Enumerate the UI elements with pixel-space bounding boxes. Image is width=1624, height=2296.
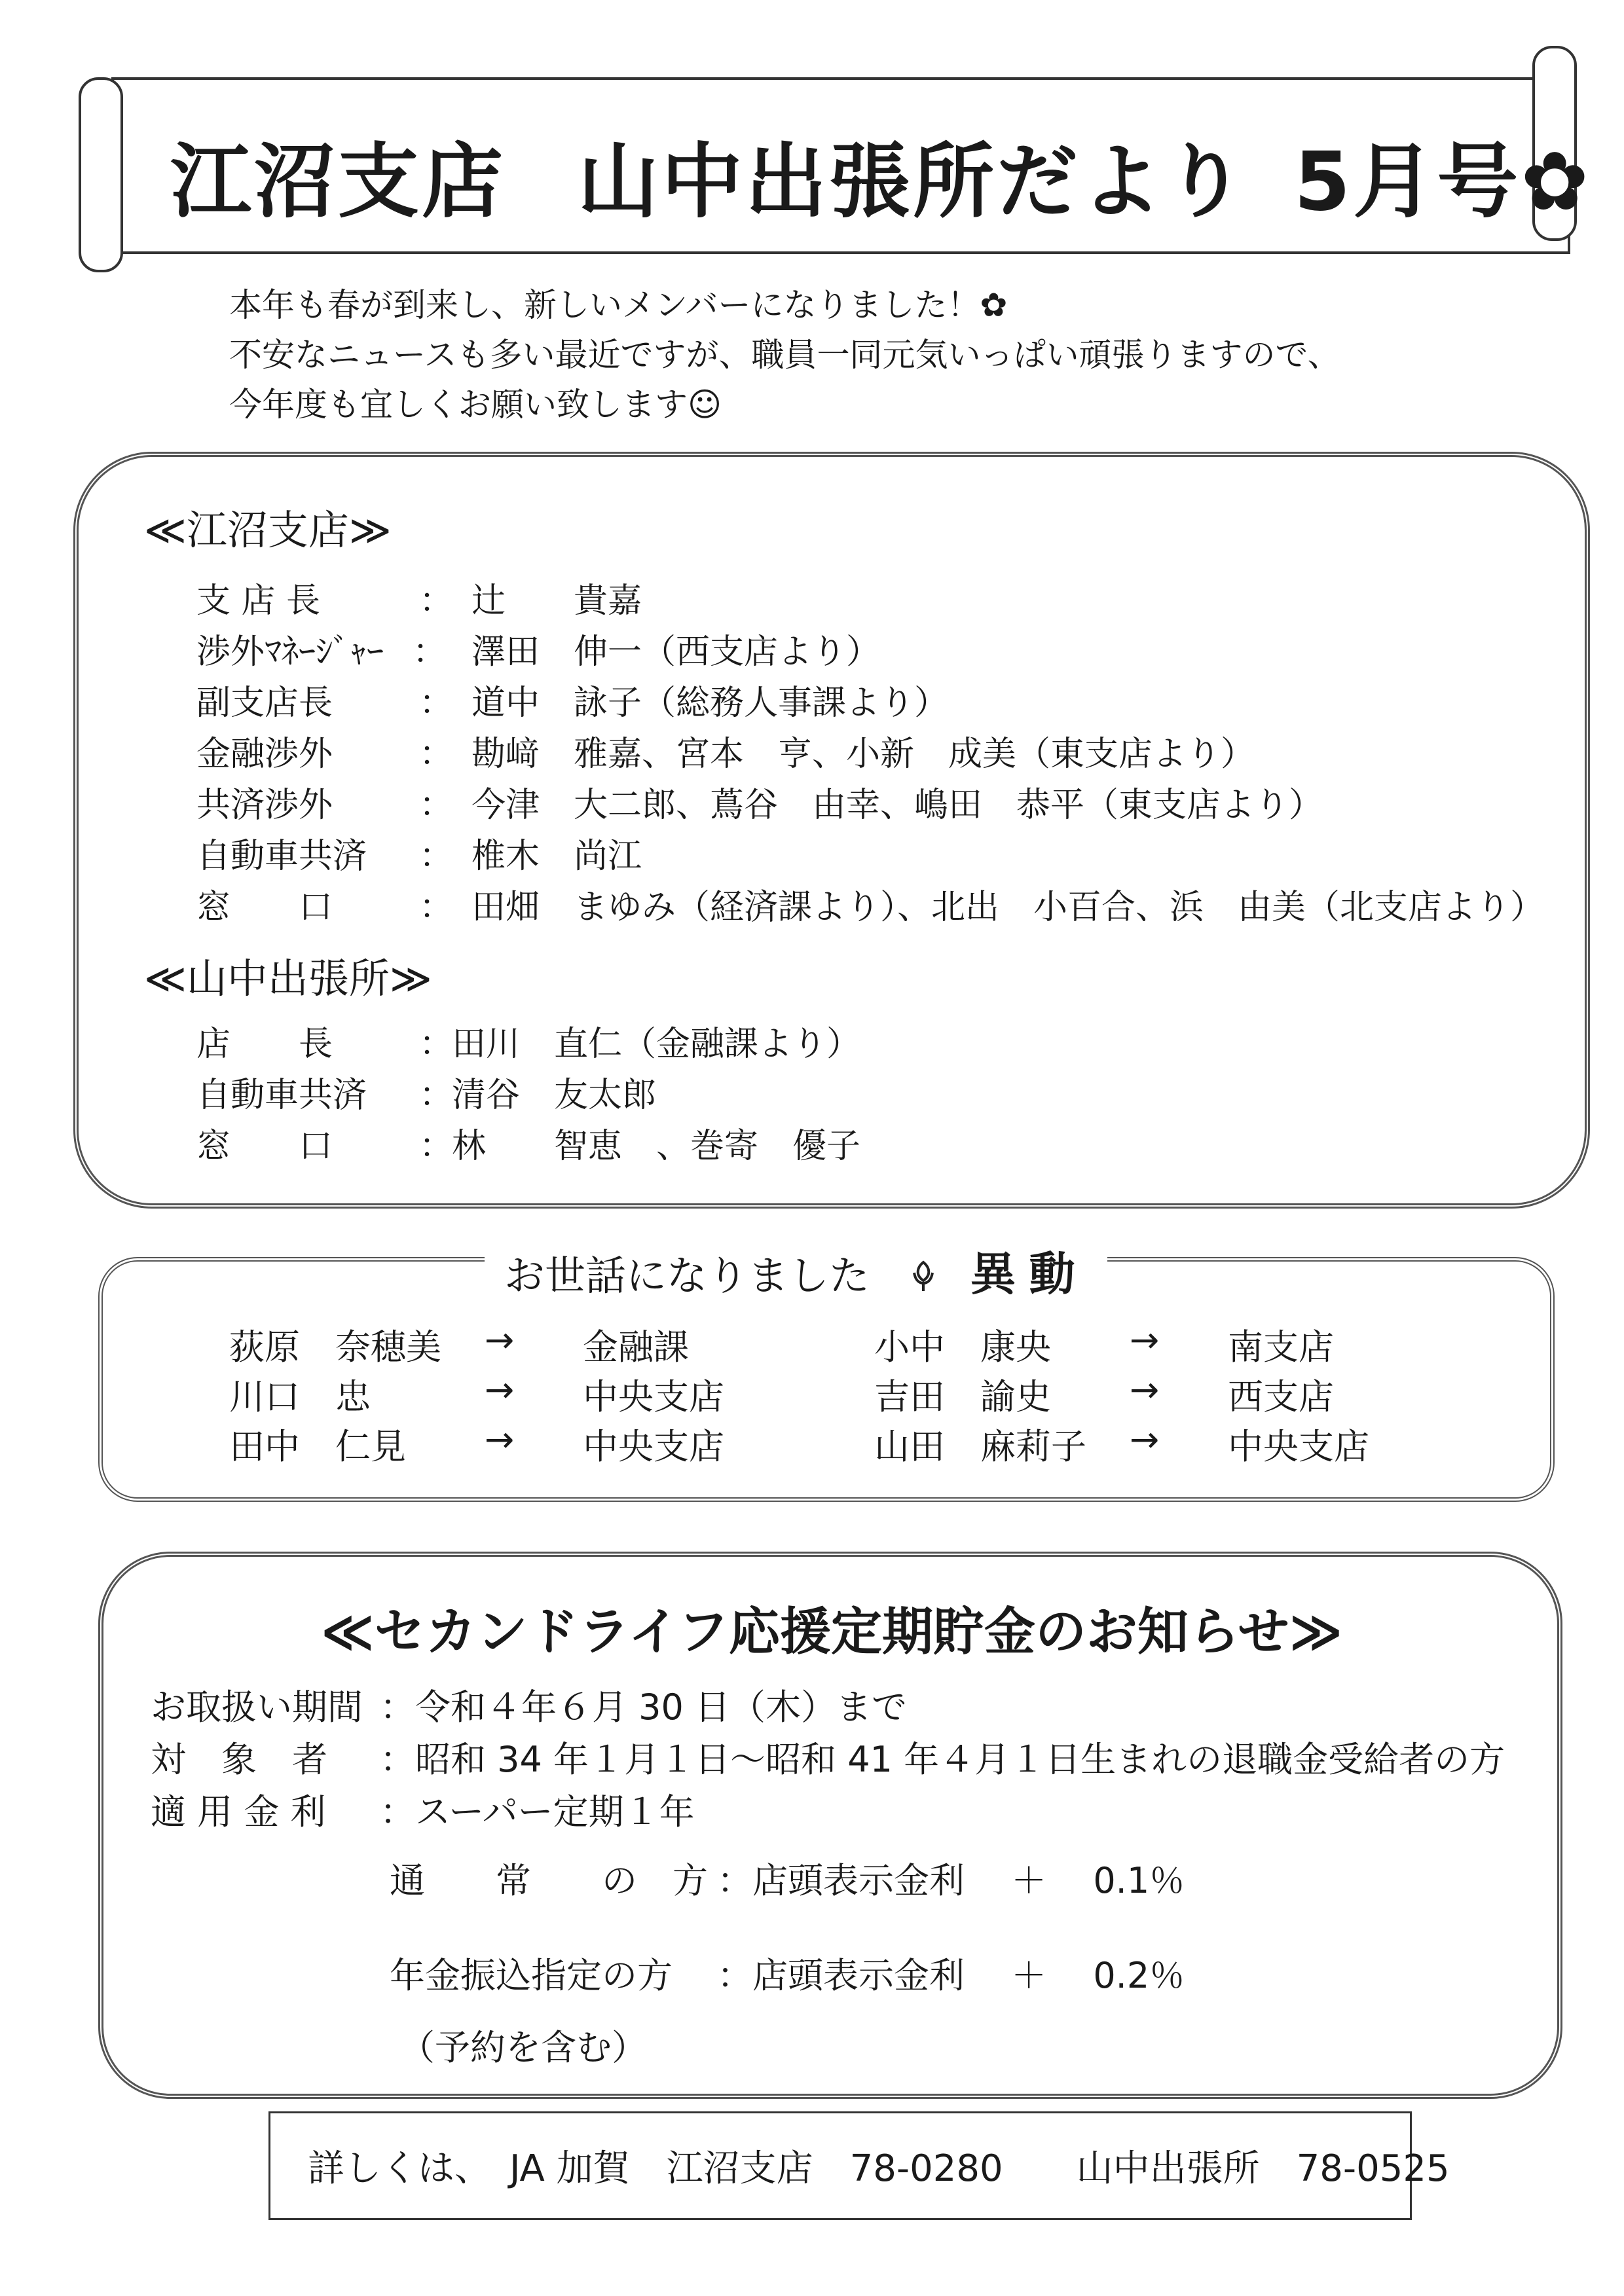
transfer-destination: 中央支店 bbox=[1228, 1426, 1369, 1467]
pension-label: 年金振込指定の方 bbox=[390, 1955, 673, 1996]
period-label: お取扱い期間 bbox=[151, 1686, 363, 1728]
staff-names: 澤田 伸一（西支店より） bbox=[471, 632, 881, 672]
yamanaka-heading: ≪山中出張所≫ bbox=[144, 955, 432, 1002]
enuma-staff-list bbox=[196, 573, 1572, 930]
transfers-heading bbox=[485, 1237, 1107, 1303]
colon: ： bbox=[419, 1127, 454, 1166]
transfers-right bbox=[874, 1319, 1464, 1468]
rate-label: 適 用 金 利 bbox=[151, 1791, 326, 1832]
staff-row bbox=[196, 828, 1572, 879]
transfer-name: 吉田 諭史 bbox=[874, 1376, 1051, 1417]
transfers-heading-kanji: 異動 bbox=[970, 1247, 1088, 1301]
staff-names: 辻 貴嘉 bbox=[471, 581, 642, 621]
normal-label: 通 常 の 方 bbox=[390, 1860, 708, 1901]
colon: ： bbox=[419, 1025, 454, 1064]
period-value: ：令和４年６月 30 日（木）まで bbox=[380, 1686, 908, 1728]
colon: ： bbox=[419, 1076, 454, 1115]
deposit-target bbox=[151, 1732, 1505, 1782]
colon: ： bbox=[419, 683, 454, 723]
role-label: 共済渉外 bbox=[196, 786, 333, 825]
enuma-heading: ≪江沼支店≫ bbox=[144, 506, 392, 554]
role-label: 自動車共済 bbox=[196, 1076, 367, 1115]
role-label: 窓 口 bbox=[196, 1127, 333, 1166]
target-label: 対 象 者 bbox=[151, 1739, 327, 1780]
colon: ： bbox=[419, 888, 454, 927]
transfer-destination: 中央支店 bbox=[583, 1376, 724, 1417]
role-label: 支 店 長 bbox=[196, 581, 321, 621]
deposit-period bbox=[151, 1679, 907, 1730]
transfer-name: 川口 忠 bbox=[229, 1376, 371, 1417]
transfer-row bbox=[229, 1419, 819, 1468]
staff-row bbox=[196, 879, 1572, 930]
staff-row bbox=[196, 624, 1572, 675]
title-issue: 5月号✿ bbox=[1294, 135, 1592, 229]
colon: ： bbox=[419, 786, 454, 825]
normal-rate bbox=[390, 1853, 1185, 1903]
flower-bud-icon bbox=[909, 1254, 938, 1302]
staff-row bbox=[196, 573, 1572, 624]
role-label: 店 長 bbox=[196, 1025, 333, 1064]
staff-names: 道中 詠子（総務人事課より） bbox=[471, 683, 949, 723]
arrow-icon: → bbox=[485, 1319, 515, 1360]
pension-rate bbox=[390, 1948, 1185, 1998]
normal-value: ：店頭表示金利 ＋ 0.1％ bbox=[717, 1860, 1185, 1901]
arrow-icon: → bbox=[485, 1369, 515, 1410]
staff-names: 椎木 尚江 bbox=[471, 837, 642, 876]
role-label: 渉外ﾏﾈｰｼﾞｬｰ bbox=[196, 632, 384, 672]
rate-value: ：スーパー定期１年 bbox=[380, 1791, 695, 1832]
staff-row bbox=[196, 777, 1572, 828]
intro-line: 今年度も宜しくお願い致します☺ bbox=[229, 386, 722, 424]
transfer-name: 山田 麻莉子 bbox=[874, 1426, 1086, 1467]
transfers-left bbox=[229, 1319, 819, 1468]
transfer-destination: 西支店 bbox=[1228, 1376, 1334, 1417]
title-office: 山中出張所だより bbox=[578, 135, 1249, 229]
pension-value: ：店頭表示金利 ＋ 0.2％ bbox=[717, 1955, 1185, 1996]
colon: ： bbox=[419, 735, 454, 774]
staff-row bbox=[196, 1067, 1375, 1118]
staff-names: 今津 大二郎、蔦谷 由幸、嶋田 恭平（東支店より） bbox=[471, 786, 1323, 825]
role-label: 金融渉外 bbox=[196, 735, 333, 774]
transfers-heading-text: お世話になりました bbox=[504, 1252, 870, 1300]
arrow-icon: → bbox=[1130, 1419, 1160, 1460]
arrow-icon: → bbox=[1130, 1369, 1160, 1410]
staff-names: 田川 直仁（金融課より） bbox=[452, 1025, 861, 1064]
arrow-icon: → bbox=[485, 1419, 515, 1460]
colon: ： bbox=[413, 632, 447, 672]
transfer-name: 田中 仁見 bbox=[229, 1426, 406, 1467]
yamanaka-staff-list bbox=[196, 1016, 1375, 1169]
role-label: 副支店長 bbox=[196, 683, 333, 723]
deposit-rate bbox=[151, 1784, 695, 1834]
staff-row bbox=[196, 726, 1572, 777]
staff-row bbox=[196, 1016, 1375, 1067]
scroll-curl-left bbox=[79, 77, 123, 272]
intro-line: 本年も春が到来し、新しいメンバーになりました！✿ bbox=[229, 286, 1008, 324]
transfer-row bbox=[874, 1319, 1464, 1369]
transfer-destination: 金融課 bbox=[583, 1326, 689, 1368]
page-title bbox=[170, 117, 1591, 233]
title-branch: 江沼支店 bbox=[170, 135, 506, 229]
transfer-name: 荻原 奈穂美 bbox=[229, 1326, 441, 1368]
staff-names: 林 智恵 、巻寄 優子 bbox=[452, 1127, 861, 1166]
role-label: 自動車共済 bbox=[196, 837, 367, 876]
arrow-icon: → bbox=[1130, 1319, 1160, 1360]
colon: ： bbox=[419, 581, 454, 621]
staff-row bbox=[196, 1118, 1375, 1169]
staff-row bbox=[196, 675, 1572, 726]
transfer-name: 小中 康央 bbox=[874, 1326, 1051, 1368]
intro-text bbox=[229, 280, 1340, 429]
staff-names: 勘﨑 雅嘉、宮本 亨、小新 成美（東支店より） bbox=[471, 735, 1255, 774]
role-label: 窓 口 bbox=[196, 888, 333, 927]
staff-names: 清谷 友太郎 bbox=[452, 1076, 657, 1115]
transfer-destination: 中央支店 bbox=[583, 1426, 724, 1467]
staff-names: 田畑 まゆみ（経済課より）、北出 小百合、浜 由美（北支店より） bbox=[471, 888, 1545, 927]
transfer-row bbox=[229, 1319, 819, 1369]
target-value: ：昭和 34 年１月１日～昭和 41 年４月１日生まれの退職金受給者の方 bbox=[380, 1739, 1505, 1780]
reservation-note: （予約を含む） bbox=[399, 2027, 647, 2068]
intro-line: 不安なニュースも多い最近ですが、職員一同元気いっぱい頑張りますので、 bbox=[229, 336, 1340, 374]
contact-text: 詳しくは、 JA 加賀 江沼支店 78-0280 山中出張所 78-0525 bbox=[308, 2147, 1450, 2190]
transfer-destination: 南支店 bbox=[1228, 1326, 1334, 1368]
transfer-row bbox=[874, 1419, 1464, 1468]
transfer-row bbox=[874, 1369, 1464, 1419]
transfer-row bbox=[229, 1369, 819, 1419]
colon: ： bbox=[419, 837, 454, 876]
deposit-title: ≪セカンドライフ応援定期貯金のお知らせ≫ bbox=[321, 1603, 1343, 1662]
